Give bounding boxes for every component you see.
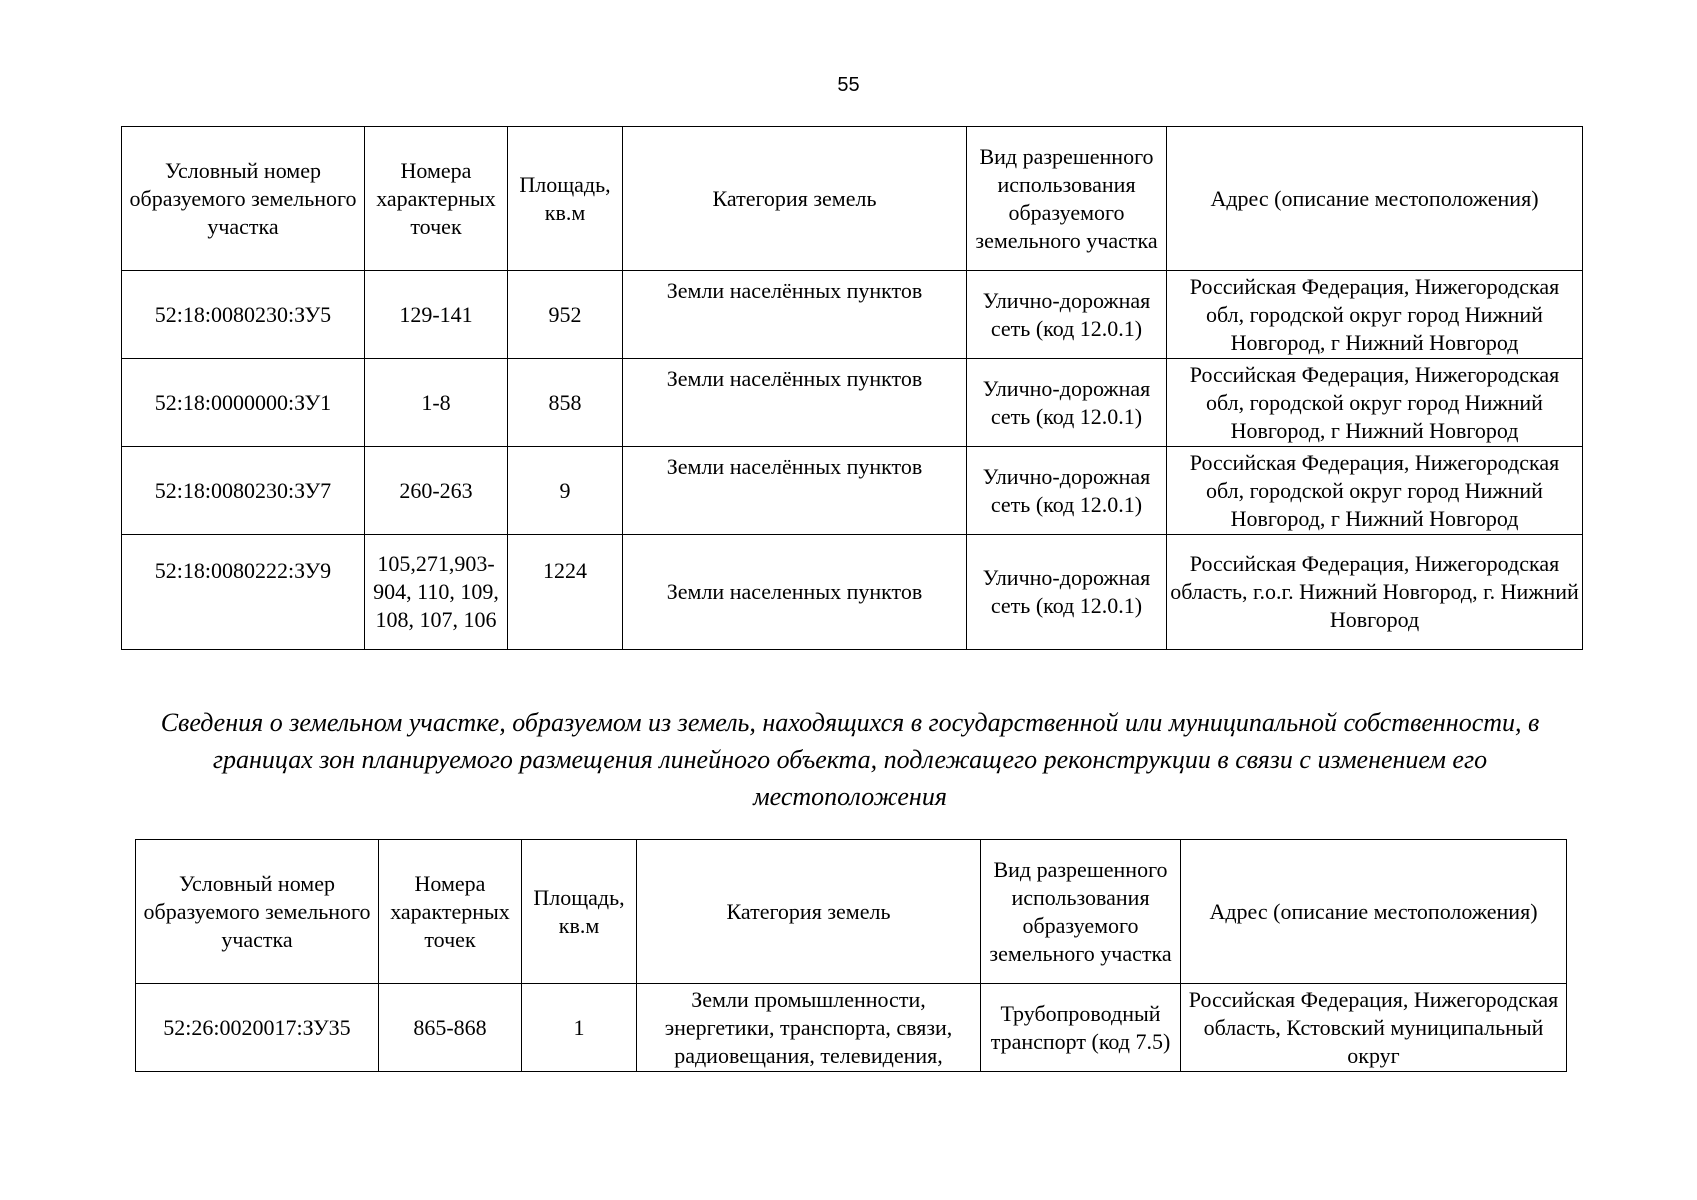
- cell-permitted-use: Улично-дорожная сеть (код 12.0.1): [967, 271, 1167, 359]
- cell-plot-number: 52:18:0080230:ЗУ5: [122, 271, 365, 359]
- header-address: Адрес (описание местоположения): [1167, 127, 1583, 271]
- cell-address: Российская Федерация, Нижегородская обл, городской округ город Нижний Новгород, г Нижний Новгород: [1167, 359, 1583, 447]
- cell-land-category: Земли населённых пунктов: [623, 271, 967, 359]
- cell-plot-number: 52:26:0020017:ЗУ35: [136, 984, 379, 1072]
- cell-address: Российская Федерация, Нижегородская обл, городской округ город Нижний Новгород, г Нижний Новгород: [1167, 271, 1583, 359]
- table-row: [122, 447, 1583, 535]
- section-title: Сведения о земельном участке, образуемом из земель, находящихся в государственной или муниципальной собственности, в границах зон планируемого размещения линейного объекта, подлежащего реконструкции в связи с изменением его местоположения: [160, 708, 1540, 811]
- cell-permitted-use: Улично-дорожная сеть (код 12.0.1): [967, 535, 1167, 650]
- cell-area: 858: [508, 359, 623, 447]
- land-plot-table-2: [135, 839, 1567, 1072]
- cell-address: Российская Федерация, Нижегородская область, г.о.г. Нижний Новгород, г. Нижний Новгород: [1167, 535, 1583, 650]
- cell-permitted-use: Улично-дорожная сеть (код 12.0.1): [967, 447, 1167, 535]
- land-plots-table: [121, 126, 1583, 650]
- cell-points: 1-8: [365, 359, 508, 447]
- cell-land-category: Земли населённых пунктов: [623, 447, 967, 535]
- table-header-row: [122, 127, 1583, 271]
- cell-area: 1: [522, 984, 637, 1072]
- cell-land-category: Земли населенных пунктов: [623, 535, 967, 650]
- cell-points: 260-263: [365, 447, 508, 535]
- header-address: Адрес (описание местоположения): [1181, 840, 1567, 984]
- header-permitted-use: Вид разрешенного использования образуемого земельного участка: [967, 127, 1167, 271]
- table-header-row: [136, 840, 1567, 984]
- cell-plot-number: 52:18:0000000:ЗУ1: [122, 359, 365, 447]
- cell-points: 865-868: [379, 984, 522, 1072]
- cell-address: Российская Федерация, Нижегородская область, Кстовский муниципальный округ: [1181, 984, 1567, 1072]
- table-row: [136, 984, 1567, 1072]
- header-points: Номера характерных точек: [365, 127, 508, 271]
- header-area: Площадь, кв.м: [508, 127, 623, 271]
- header-area: Площадь, кв.м: [522, 840, 637, 984]
- cell-land-category: Земли промышленности, энергетики, транспорта, связи, радиовещания, телевидения,: [637, 984, 981, 1072]
- cell-area: 1224: [508, 535, 623, 650]
- cell-address: Российская Федерация, Нижегородская обл, городской округ город Нижний Новгород, г Нижний Новгород: [1167, 447, 1583, 535]
- table-row: [122, 535, 1583, 650]
- cell-plot-number: 52:18:0080230:ЗУ7: [122, 447, 365, 535]
- cell-permitted-use: Трубопроводный транспорт (код 7.5): [981, 984, 1181, 1072]
- header-permitted-use: Вид разрешенного использования образуемого земельного участка: [981, 840, 1181, 984]
- cell-area: 952: [508, 271, 623, 359]
- cell-points: 105,271,903-904, 110, 109, 108, 107, 106: [365, 535, 508, 650]
- cell-land-category: Земли населённых пунктов: [623, 359, 967, 447]
- cell-plot-number: 52:18:0080222:ЗУ9: [122, 535, 365, 650]
- header-land-category: Категория земель: [637, 840, 981, 984]
- header-land-category: Категория земель: [623, 127, 967, 271]
- header-points: Номера характерных точек: [379, 840, 522, 984]
- page-number: 55: [837, 74, 860, 96]
- table-row: [122, 359, 1583, 447]
- header-plot-number: Условный номер образуемого земельного участка: [136, 840, 379, 984]
- cell-permitted-use: Улично-дорожная сеть (код 12.0.1): [967, 359, 1167, 447]
- table-row: [122, 271, 1583, 359]
- cell-area: 9: [508, 447, 623, 535]
- cell-points: 129-141: [365, 271, 508, 359]
- header-plot-number: Условный номер образуемого земельного участка: [122, 127, 365, 271]
